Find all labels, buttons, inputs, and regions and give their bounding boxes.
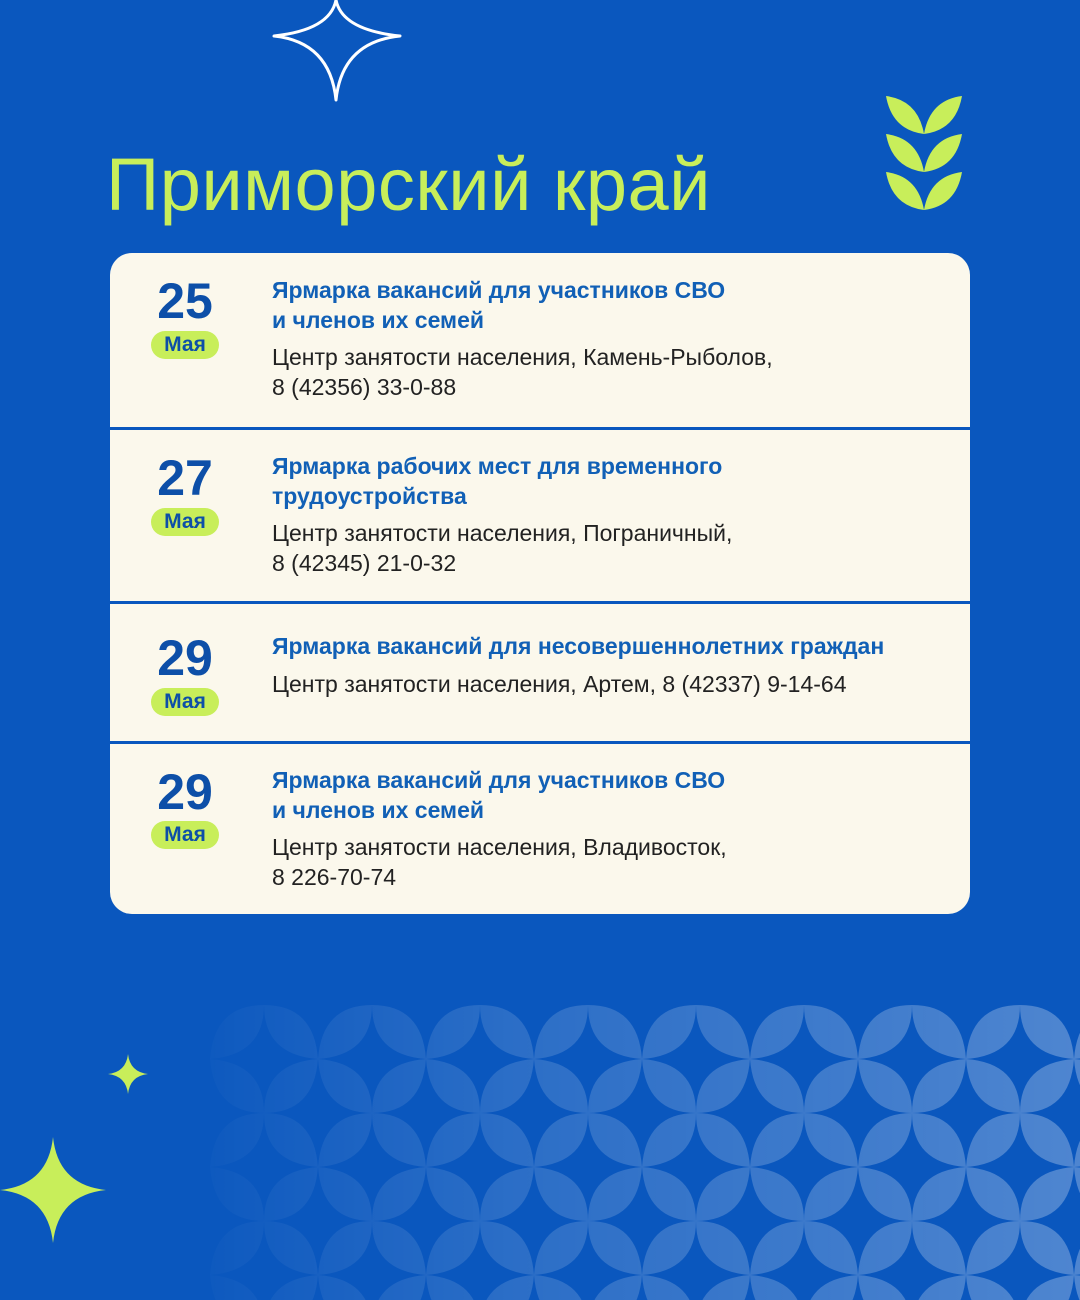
event-title: трудоустройства: [272, 483, 467, 509]
petal-pattern: [210, 1005, 1080, 1300]
event-item: [110, 604, 970, 741]
event-day: 25: [157, 273, 213, 329]
events-card: [110, 253, 970, 914]
event-item: [110, 430, 970, 601]
event-phone: 8 (42345) 21-0-32: [272, 550, 457, 576]
event-month-badge: Мая: [151, 331, 219, 359]
event-item: [110, 253, 970, 427]
event-title: Ярмарка вакансий для участников СВО: [272, 277, 726, 303]
event-place: Центр занятости населения, Камень-Рыболов,: [272, 344, 773, 370]
page-title: Приморский край: [106, 143, 711, 226]
event-title: и членов их семей: [272, 797, 484, 823]
event-month-badge: Мая: [151, 688, 219, 716]
wheat-sprout-icon: [884, 94, 964, 210]
sparkle-star-icon: [108, 1054, 148, 1094]
event-day: 27: [157, 450, 213, 506]
event-title: Ярмарка вакансий для участников СВО: [272, 767, 726, 793]
sparkle-star-icon: [270, 0, 402, 102]
event-phone: 8 226-70-74: [272, 864, 397, 890]
event-day: 29: [157, 764, 213, 820]
event-item: [110, 744, 970, 914]
event-title: Ярмарка вакансий для несовершеннолетних граждан: [272, 633, 885, 659]
event-phone: 8 (42356) 33-0-88: [272, 374, 457, 400]
event-place: Центр занятости населения, Владивосток,: [272, 834, 727, 860]
event-day: 29: [157, 630, 213, 686]
sparkle-star-icon: [0, 1137, 106, 1243]
event-place: Центр занятости населения, Пограничный,: [272, 520, 733, 546]
event-title: и членов их семей: [272, 307, 484, 333]
event-month-badge: Мая: [151, 821, 219, 849]
event-place: Центр занятости населения, Артем, 8 (42337) 9-14-64: [272, 671, 847, 697]
event-month-badge: Мая: [151, 508, 219, 536]
event-title: Ярмарка рабочих мест для временного: [272, 453, 723, 479]
